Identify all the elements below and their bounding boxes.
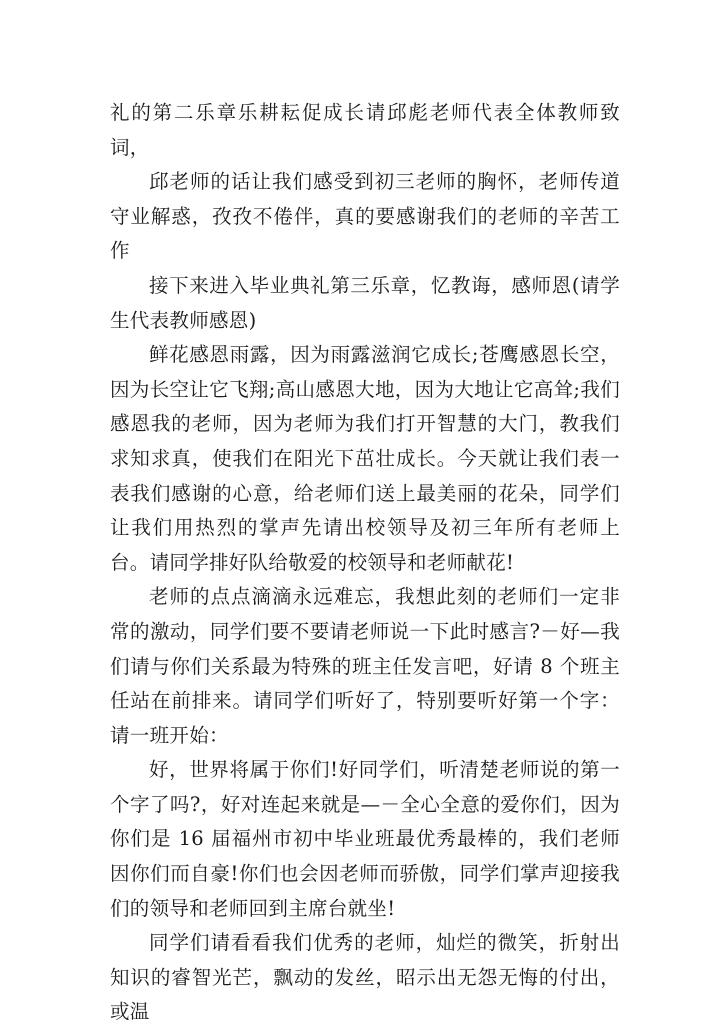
paragraph-5: 老师的点点滴滴永远难忘，我想此刻的老师们一定非常的激动，同学们要不要请老师说一下此时感言?－好—我们请与你们关系最为特殊的班主任发言吧，好请 8 个班主任站在前排来。请同学们听好了，特别要听好第一个字：请一班开始：	[110, 585, 620, 747]
paragraph-4: 鲜花感恩雨露，因为雨露滋润它成长;苍鹰感恩长空，因为长空让它飞翔;高山感恩大地，因为大地让它高耸;我们感恩我的老师，因为老师为我们打开智慧的大门，教我们求知求真，使我们在阳光下茁壮成长。今天就让我们表一表我们感谢的心意，给老师们送上最美丽的花朵，同学们让我们用热烈的掌声先请出校领导及初三年所有老师上台。请同学排好队给敬爱的校领导和老师献花!	[110, 343, 620, 574]
paragraph-7: 同学们请看看我们优秀的老师，灿烂的微笑，折射出知识的睿智光芒，飘动的发丝，昭示出无怨无悔的付出，或温	[110, 931, 620, 1024]
paragraph-3: 接下来进入毕业典礼第三乐章，忆教诲，感师恩(请学生代表教师感恩)	[110, 273, 620, 332]
document-body	[110, 96, 620, 1030]
paragraph-1: 礼的第二乐章乐耕耘促成长请邱彪老师代表全体教师致词，	[110, 101, 620, 159]
paragraph-2: 邱老师的话让我们感受到初三老师的胸怀，老师传道守业解惑，孜孜不倦伴，真的要感谢我们的老师的辛苦工作	[110, 170, 620, 263]
paragraph-6: 好，世界将属于你们!好同学们，听清楚老师说的第一个字了吗?，好对连起来就是—－全心全意的爱你们，因为你们是 16 届福州市初中毕业班最优秀最棒的，我们老师因你们而自豪!你们也会因老师而骄傲，同学们掌声迎接我们的领导和老师回到主席台就坐!	[110, 758, 620, 920]
